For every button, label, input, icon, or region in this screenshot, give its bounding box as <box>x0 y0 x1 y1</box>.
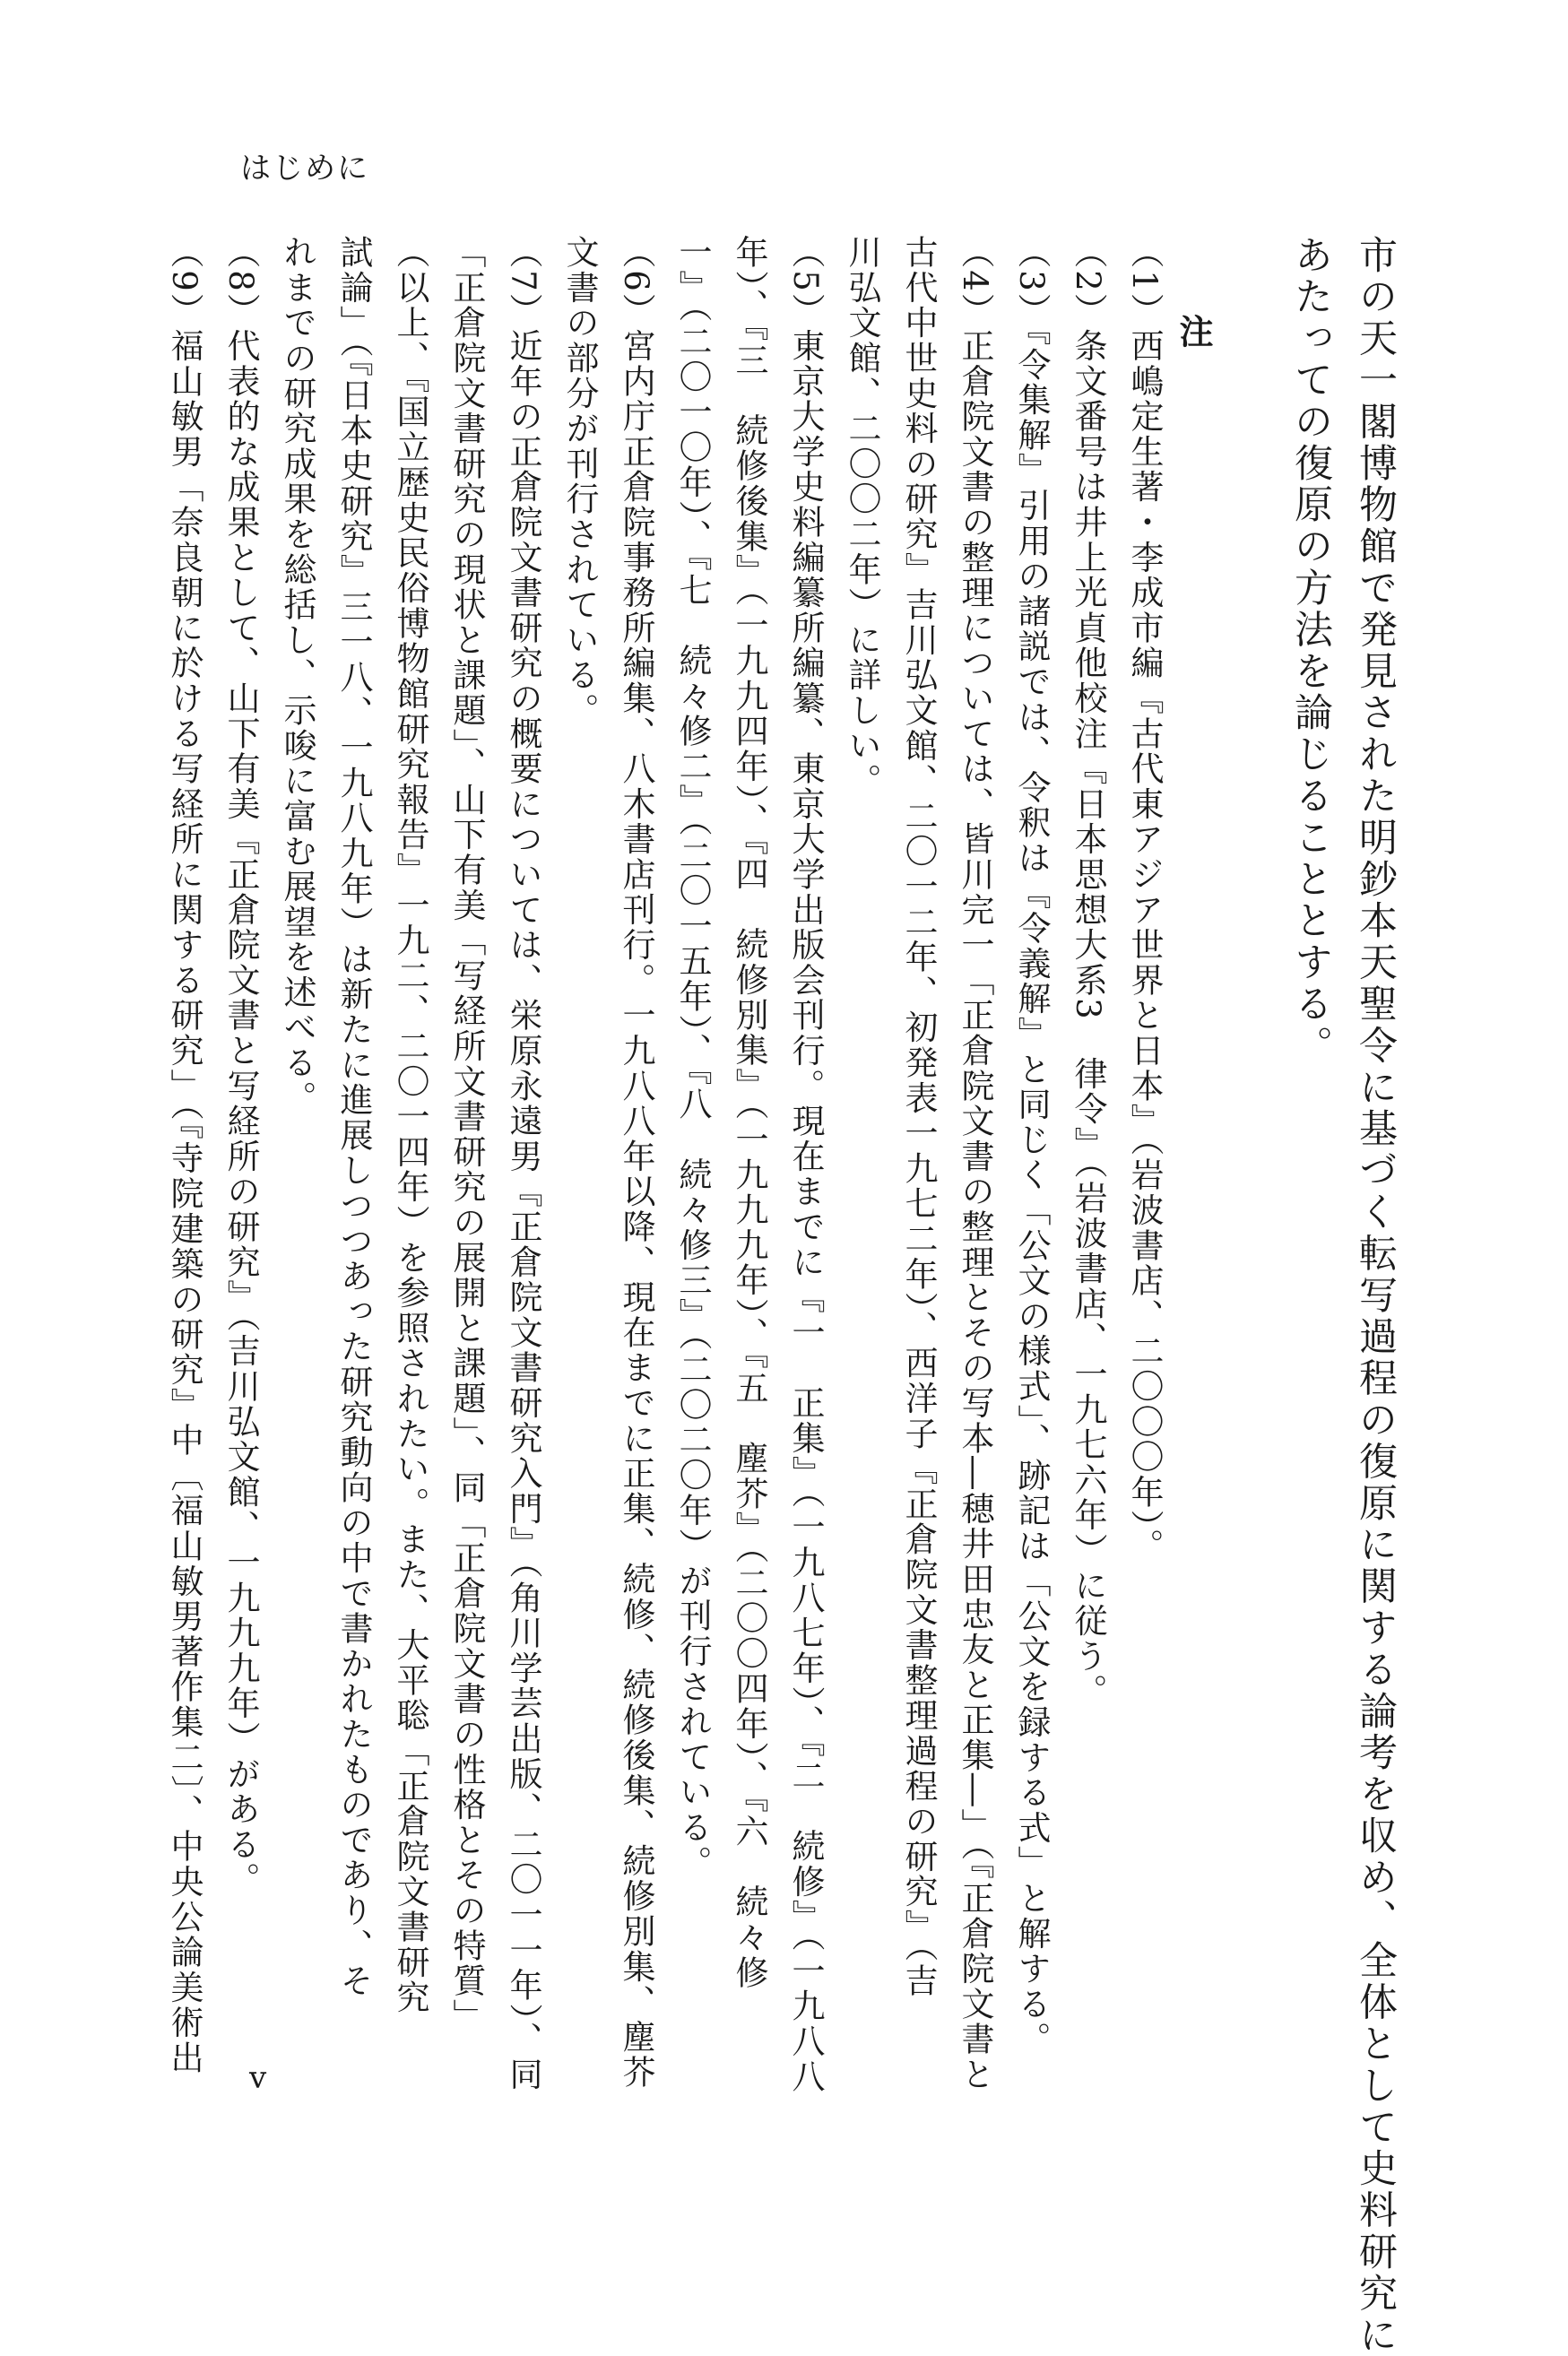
note-line: （2）条文番号は井上光貞他校注『日本思想大系3 律令』（岩波書店、一九七六年）に従う。 <box>1069 235 1107 1710</box>
note-line: （6）宮内庁正倉院事務所編集、八木書店刊行。一九八八年以降、現在までに正集、続修、続修後集、続修別集、塵芥 <box>617 235 655 2091</box>
body-line: あたっての復原の方法を論じることとする。 <box>1288 235 1333 1067</box>
note-line: 「正倉院文書研究の現状と課題」、山下有美「写経所文書研究の展開と課題」、同「正倉院文書の性格とその特質」 <box>447 235 486 2034</box>
note-line: 文書の部分が刊行されている。 <box>560 235 599 729</box>
note-line: 年）、『三 続修後集』（一九九四年）、『四 続修別集』（一九九九年）、『五 塵芥』（二〇〇四年）、『六 続々修 <box>730 235 768 1990</box>
body-line: 市の天一閣博物館で発見された明鈔本天聖令に基づく転写過程の復原に関する論考を収め、全体として史料研究に <box>1353 235 1398 2356</box>
note-line: （以上、『国立歴史民俗博物館研究報告』一九二、二〇一四年）を参照されたい。また、大平聡「正倉院文書研究 <box>391 235 429 2015</box>
note-line: （9）福山敏男「奈良朝に於ける写経所に関する研究」（『寺院建築の研究』中〔福山敏男著作集二〕、中央公論美術出 <box>165 235 204 2076</box>
note-line: （4）正倉院文書の整理については、皆川完一「正倉院文書の整理とその写本―穂井田忠友と正集―」（『正倉院文書と <box>956 235 994 2092</box>
note-line: 川弘文館、二〇〇二年）に詳しい。 <box>843 235 881 799</box>
note-line: （7）近年の正倉院文書研究の概要については、栄原永遠男『正倉院文書研究入門』（角川学芸出版、二〇一一年）、同 <box>504 235 542 2092</box>
note-line: 試論」（『日本史研究』三一八、一九八九年）は新たに進展しつつあった研究動向の中で書かれたものであり、そ <box>334 235 373 1999</box>
note-line: （5）東京大学史料編纂所編纂、東京大学出版会刊行。現在までに『一 正集』（一九八七年）、『二 続修』（一九八八 <box>786 235 825 2095</box>
page-number: v <box>249 2060 267 2096</box>
notes-heading: 注 <box>1174 314 1213 351</box>
note-line: 古代中世史料の研究』吉川弘文館、二〇一二年、初発表一九七二年）、西洋子『正倉院文書整理過程の研究』（吉 <box>899 235 938 1999</box>
running-head: はじめに <box>240 151 369 186</box>
note-line: （8）代表的な成果として、山下有美『正倉院文書と写経所の研究』（吉川弘文館、一九九九年）がある。 <box>221 235 260 1898</box>
note-line: 一』（二〇一〇年）、『七 続々修二』（二〇一五年）、『八 続々修三』（二〇二〇年）が刊行されている。 <box>673 235 712 1881</box>
note-line: れまでの研究成果を総括し、示唆に富む展望を述べる。 <box>278 235 316 1116</box>
note-line: （3）『令集解』引用の諸説では、令釈は『令義解』と同じく「公文の様式」、跡記は「公文を録する式」と解する。 <box>1012 235 1051 2057</box>
note-line: （1）西嶋定生著・李成市編『古代東アジア世界と日本』（岩波書店、二〇〇〇年）。 <box>1125 235 1164 1564</box>
